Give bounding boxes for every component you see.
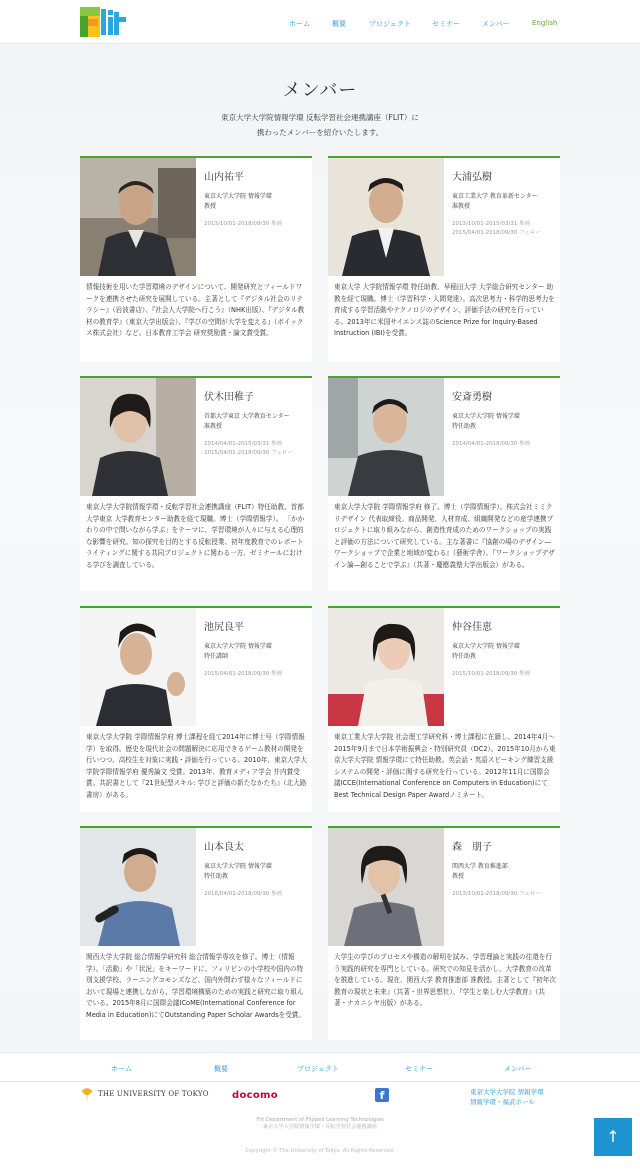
member-name: 池尻良平	[204, 622, 244, 633]
footer-nav-projects[interactable]: プロジェクト	[297, 1065, 339, 1073]
member-period: 2013/10/01-2015/03/31 参画 2015/04/01-2018/09/30 フェロー	[452, 221, 541, 236]
nav-home[interactable]: ホーム	[289, 20, 310, 28]
utokyo-logo[interactable]	[80, 1087, 209, 1101]
flit-logo[interactable]	[80, 7, 128, 37]
member-period: 2015/10/01-2018/09/30 参画	[452, 671, 531, 677]
page-intro	[0, 110, 640, 140]
utokyo-text: THE UNIVERSITY OF TOKYO	[98, 1090, 209, 1098]
member-card	[80, 376, 312, 591]
member-card	[328, 606, 560, 812]
nav-english[interactable]: English	[532, 19, 558, 27]
iii-line: 東京大学大学院 情報学環	[470, 1088, 544, 1096]
member-card	[328, 826, 560, 1040]
member-name: 森 朋子	[452, 842, 492, 853]
nav-seminar[interactable]: セミナー	[432, 20, 460, 28]
iii-line: 情報学環・福武ホール	[470, 1098, 535, 1106]
member-photo	[328, 378, 444, 496]
member-name: 山本良太	[204, 842, 244, 853]
intro-line: 東京大学大学院情報学環 反転学習社会連携講座（FLIT）に	[221, 113, 419, 122]
member-bio: 東京大学 大学院情報学環 特任助教、早稲田大学 大学総合研究センター 助教を経て現職。博士（学習科学・人間発達）。高次思考力・科学的思考力を育成する学習活動やテクノロジのデザイン、評価手法の研究を行っている。2013年に米国サイエンス誌のScience Prize for Inquiry-Based Instruction (IBI)を受賞。	[334, 283, 555, 338]
nav-members[interactable]: メンバー	[482, 20, 510, 28]
member-period: 2014/04/01-2015/03/31 参画 2015/04/01-2018/09/30 フェロー	[204, 441, 293, 456]
member-period: 2016/04/01-2018/09/30 参画	[204, 891, 283, 897]
site-header	[0, 0, 640, 44]
member-photo	[328, 828, 444, 946]
member-card	[80, 156, 312, 362]
member-card	[80, 826, 312, 1040]
member-photo	[80, 828, 196, 946]
docomo-logo[interactable]: docomo	[232, 1090, 278, 1101]
member-period: 2014/04/01-2018/09/30 参画	[452, 441, 531, 447]
member-name: 山内祐平	[204, 172, 244, 183]
iii-link[interactable]	[470, 1087, 544, 1107]
member-period: 2015/04/01-2018/09/30 参画	[204, 671, 283, 677]
member-bio: 東京工業大学大学院 社会理工学研究科・博士課程に在籍し、2014年4月〜2015年9月まで日本学術振興会・特別研究員（DC2）。2015年10月から東京大学大学院 情報学環にて特任助教。英会話・英語スピーキング練習支援システムの開発・評価に関する研究を行っている。2012年11月に国際会議ICCE(International Conference on Computers in Education)にてBest Technical Design Paper Awardノミネート。	[334, 733, 556, 799]
footer-org-line: 東京大学大学院情報学環・反転学習社会連携講座	[262, 1124, 378, 1130]
member-photo	[80, 608, 196, 726]
ginkgo-icon	[80, 1087, 94, 1101]
member-affiliation: 東京工業大学 教育革新センター 准教授	[452, 193, 538, 210]
member-period: 2013/10/01-2018/09/30 フェロー	[452, 891, 541, 897]
footer-nav-home[interactable]: ホーム	[111, 1065, 132, 1073]
footer-nav-seminar[interactable]: セミナー	[405, 1065, 433, 1073]
member-bio: 東京大学大学院 学際情報学府 博士課程を経て2014年に博士号（学際情報学）を取得。歴史を現代社会の問題解決に応用できるゲーム教材の開発を行いつつ、高校生を対象に実践・評価を行っている。2010年、東京大学大学院学際情報学府 優秀論文 受賞。2013年、教育メディア学会 井内賞受賞。共訳書として『21世紀型スキル: 学びと評価の新たなかたち』（北大路書房）がある。	[86, 733, 307, 799]
member-affiliation: 関西大学 教育推進部 教授	[452, 863, 508, 880]
member-affiliation: 首都大学東京 大学教育センター 准教授	[204, 413, 290, 430]
copyright: Copyright © The University of Tokyo. All Rights Reserved.	[245, 1148, 395, 1154]
member-photo	[328, 158, 444, 276]
facebook-icon[interactable]: f	[375, 1088, 389, 1102]
member-photo	[80, 378, 196, 496]
arrow-up-icon: ↑	[606, 1127, 620, 1146]
footer-nav-about[interactable]: 概要	[214, 1065, 228, 1073]
nav-projects[interactable]: プロジェクト	[369, 20, 411, 28]
member-bio: 大学生の学びのプロセスや構造の解明を試み、学習理論と実践の往還を行う実践的研究を専門としている。研究での知見を活かし、大学教育の改革を推進している。現在、関西大学 教育推進部 准教授。主著として『初年次教育の現状と未来』（共著・世界思想社）、『学生と楽しむ大学教育』（共著・ナカニシヤ出版）がある。	[334, 953, 556, 1008]
footer-nav-members[interactable]: メンバー	[504, 1065, 532, 1073]
member-photo	[328, 608, 444, 726]
footer-org-text	[0, 1117, 640, 1131]
member-affiliation: 東京大学大学院 情報学環 特任助教	[204, 863, 272, 880]
member-bio: 東京大学大学院情報学環・反転学習社会連携講座（FLIT）特任助教、首都大学東京 大学教育センター助教を経て現職。博士（学際情報学）。 「かかわりの中で問いながら学ぶ」をテーマに、学習環境が人々に与える心理的な影響を研究。知の探究を目的とする反転授業、初年度教育でのレポートライティングに関する共同プロジェクトに関わる一方、ゼミナールにおける学びを調査している。	[86, 503, 305, 569]
member-affiliation: 東京大学大学院 情報学環 特任講師	[204, 643, 272, 660]
member-card	[328, 376, 560, 591]
member-card	[80, 606, 312, 812]
member-bio: 東京大学大学院 学際情報学府 修了。博士（学際情報学）。株式会社ミミクリデザイン 代表取締役。商品開発、人材育成、組織開発などの産学連携プロジェクトに取り組みながら、創造性育成のためのワークショップの実践と評価の方法について研究している。主な著書に『協創の場のデザイン―ワークショップで企業と地域が変わる』（藝術学舎）、『ワークショップデザイン論―創ることで学ぶ』（共著・慶應義塾大学出版会）がある。	[334, 503, 555, 569]
footer-nav	[0, 1052, 640, 1082]
member-name: 安斎勇樹	[452, 392, 492, 403]
member-affiliation: 東京大学大学院 情報学環 特任助教	[452, 643, 520, 660]
member-photo	[80, 158, 196, 276]
footer-org-line: Flit Department of Flipped Learning Technologies	[256, 1117, 384, 1123]
member-name: 仲谷佳恵	[452, 622, 492, 633]
member-bio: 情報技術を用いた学習環境のデザインについて、開発研究とフィールドワークを連携させた研究を展開している。主著として『デジタル社会のリテラシー』（岩波書店）、『社会人大学院へ行こう』（NHK出版）、『デジタル教材の教育学』（東京大学出版会）、『学びの空間が大学を変える』（ボイックス株式会社）など。日本教育工学会 研究奨励賞・論文賞受賞。	[86, 283, 305, 338]
nav-about[interactable]: 概要	[332, 20, 346, 28]
member-bio: 関西大学大学院 総合情報学研究科 総合情報学専攻を修了。博士（情報学）。「活動」や「状況」をキーワードに、フィリピンの小学校や国内の特別支援学校、ラーニングコモンズなど、国内外問わず様々なフィールドにおいて現場と連携しながら、学習環境構築のための実践と研究に取り組んでいる。2015年8月に国際会議ICoME(International Conference for Media in Education)にてOutstanding Paper Scholar Awardsを受賞。	[86, 953, 306, 1019]
member-name: 伏木田稚子	[204, 392, 254, 403]
member-card	[328, 156, 560, 362]
member-affiliation: 東京大学大学院 情報学環 特任助教	[452, 413, 520, 430]
member-period: 2013/10/01-2018/09/30 参画	[204, 221, 283, 227]
intro-line: 携わったメンバーを紹介いたします。	[256, 128, 384, 137]
back-to-top-button[interactable]	[594, 1118, 632, 1156]
member-name: 大浦弘樹	[452, 172, 492, 183]
member-affiliation: 東京大学大学院 情報学環 教授	[204, 193, 272, 210]
page-title: メンバー	[282, 80, 358, 101]
